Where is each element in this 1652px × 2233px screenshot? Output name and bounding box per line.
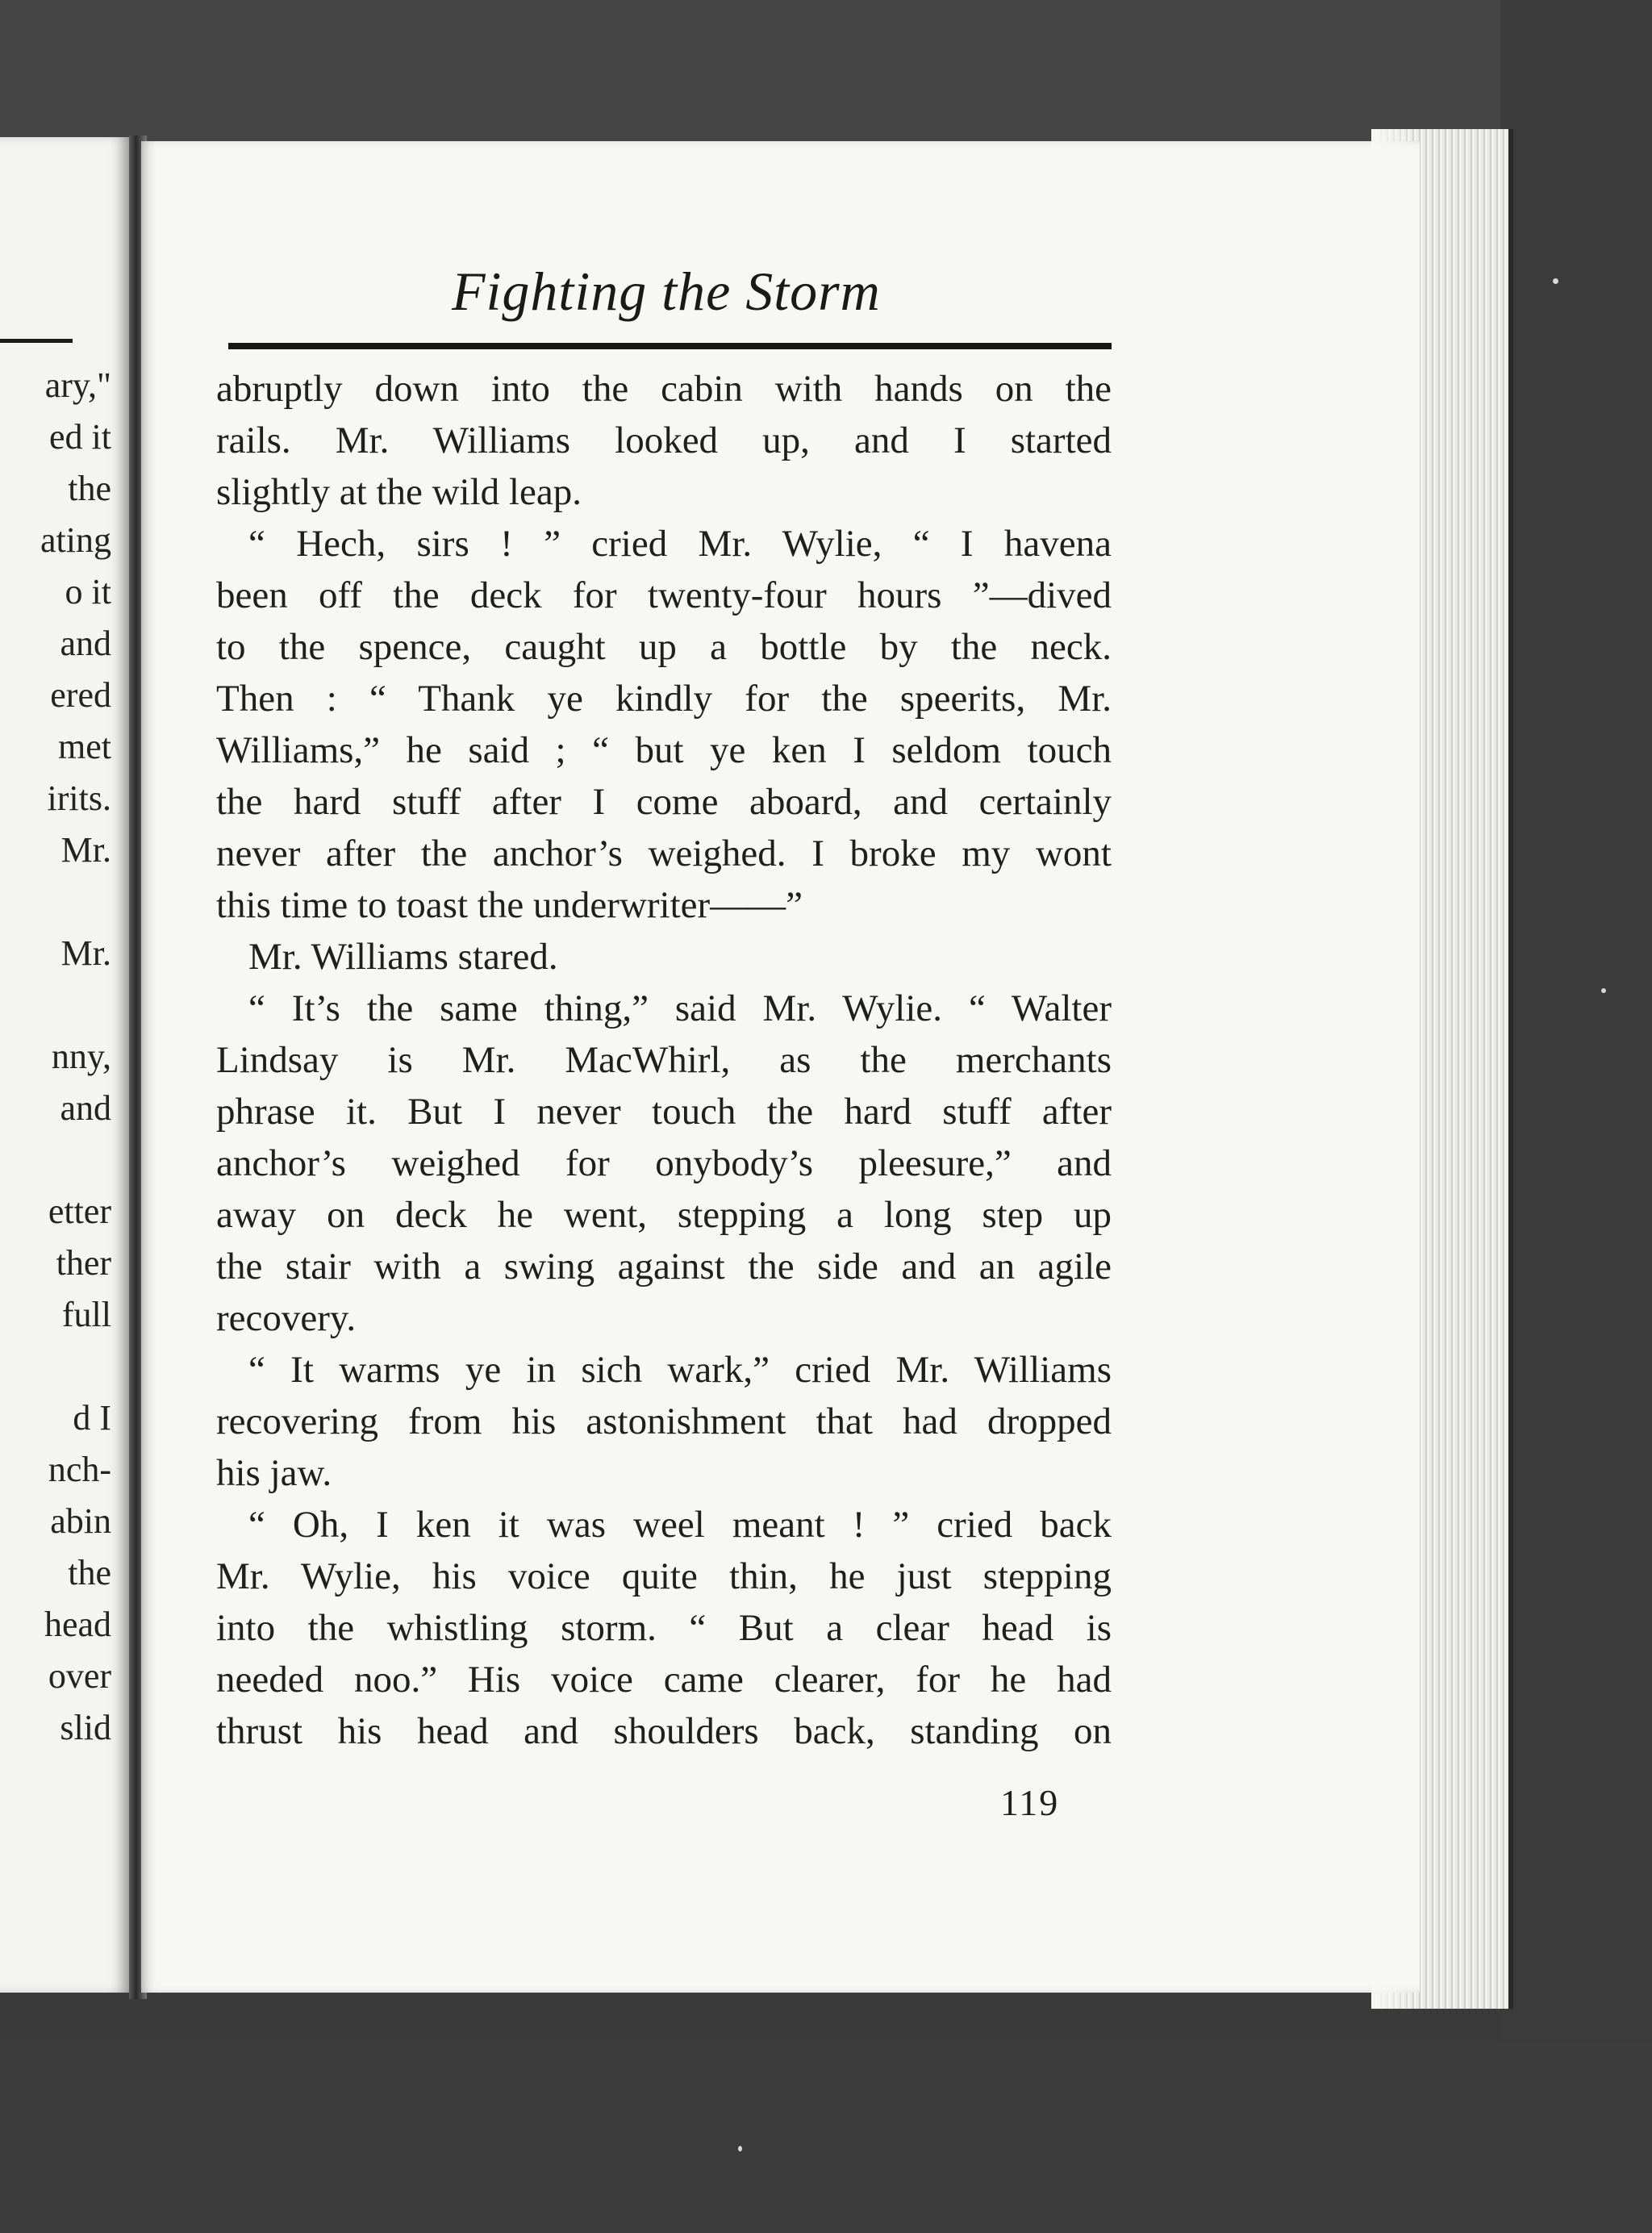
text-line: recovery. bbox=[216, 1297, 357, 1339]
previous-page-line-fragment: ed it bbox=[49, 417, 111, 457]
text-line: “ It warms ye in sich wark,” cried Mr. Williams bbox=[248, 1349, 1112, 1391]
running-head: Fighting the Storm bbox=[452, 261, 881, 322]
text-line: this time to toast the underwriter——” bbox=[216, 884, 803, 926]
previous-page-line-fragment: abin bbox=[50, 1501, 111, 1541]
previous-page-line-fragment: Mr. bbox=[60, 933, 111, 973]
text-line: needed noo.” His voice came clearer, for he had bbox=[216, 1659, 1112, 1701]
text-line: phrase it. But I never touch the hard stuff after bbox=[216, 1091, 1112, 1133]
body-text bbox=[216, 363, 1112, 1757]
previous-page-line-fragment: and bbox=[60, 624, 111, 663]
text-line: thrust his head and shoulders back, standing on bbox=[216, 1710, 1112, 1752]
dust-speck bbox=[738, 2146, 742, 2152]
text-line: Mr. Wylie, his voice quite thin, he just stepping bbox=[216, 1555, 1112, 1597]
previous-page-line-fragment: full bbox=[61, 1295, 111, 1334]
text-line: to the spence, caught up a bottle by the neck. bbox=[216, 626, 1112, 668]
text-line: abruptly down into the cabin with hands on the bbox=[216, 368, 1112, 410]
previous-page bbox=[0, 137, 129, 1993]
previous-page-line-fragment: head bbox=[44, 1605, 111, 1644]
text-line: his jaw. bbox=[216, 1452, 332, 1494]
text-line: the hard stuff after I come aboard, and certainly bbox=[216, 781, 1112, 823]
text-line: “ Hech, sirs ! ” cried Mr. Wylie, “ I havena bbox=[248, 523, 1112, 565]
previous-page-line-fragment: the bbox=[68, 469, 111, 508]
previous-page-line-fragment: nch- bbox=[48, 1450, 111, 1489]
dust-speck bbox=[1601, 988, 1606, 993]
page-edges-shade bbox=[1371, 129, 1420, 2009]
text-line: rails. Mr. Williams looked up, and I started bbox=[216, 419, 1112, 461]
previous-page-head-rule bbox=[0, 339, 73, 343]
text-line: anchor’s weighed for onybody’s pleesure,” and bbox=[216, 1142, 1112, 1184]
text-line: Then : “ Thank ye kindly for the speerits, Mr. bbox=[216, 678, 1112, 720]
previous-page-line-fragment: ating bbox=[40, 520, 111, 560]
previous-page-line-fragment: and bbox=[60, 1088, 111, 1128]
previous-page-line-fragment: nny, bbox=[51, 1037, 111, 1076]
text-line: Williams,” he said ; “ but ye ken I seldom touch bbox=[216, 729, 1112, 771]
previous-page-line-fragment: the bbox=[68, 1553, 111, 1592]
text-line: “ It’s the same thing,” said Mr. Wylie. “ Walter bbox=[248, 987, 1112, 1029]
previous-page-line-fragment: o it bbox=[65, 572, 111, 611]
text-line: away on deck he went, stepping a long step up bbox=[216, 1194, 1112, 1236]
previous-page-line-fragment: slid bbox=[60, 1708, 111, 1747]
background-right bbox=[1500, 0, 1652, 2233]
text-line: into the whistling storm. “ But a clear head is bbox=[216, 1607, 1112, 1649]
text-line: Lindsay is Mr. MacWhirl, as the merchants bbox=[216, 1039, 1112, 1081]
previous-page-line-fragment: over bbox=[48, 1656, 111, 1696]
previous-page-line-fragment: met bbox=[58, 727, 111, 766]
previous-page-line-fragment: irits. bbox=[47, 778, 111, 818]
previous-page-line-fragment: etter bbox=[48, 1192, 111, 1231]
text-line: slightly at the wild leap. bbox=[216, 471, 582, 513]
previous-page-line-fragment: Mr. bbox=[60, 830, 111, 870]
dust-speck bbox=[1553, 278, 1558, 284]
previous-page-line-fragment: ther bbox=[56, 1243, 111, 1283]
text-line: “ Oh, I ken it was weel meant ! ” cried back bbox=[248, 1504, 1112, 1546]
text-line: recovering from his astonishment that had dropped bbox=[216, 1400, 1112, 1442]
text-line: Mr. Williams stared. bbox=[248, 936, 558, 978]
text-line: the stair with a swing against the side and an agile bbox=[216, 1246, 1112, 1288]
page-number: 119 bbox=[1000, 1782, 1060, 1823]
previous-page-line-fragment: d I bbox=[73, 1398, 111, 1438]
background-bottom bbox=[0, 2041, 1652, 2233]
previous-page-line-fragment: ary," bbox=[44, 365, 111, 405]
running-head-rule bbox=[228, 343, 1112, 349]
text-line: never after the anchor’s weighed. I broke my wont bbox=[216, 833, 1112, 874]
text-line: been off the deck for twenty-four hours ”—dived bbox=[216, 574, 1112, 616]
previous-page-line-fragment: ered bbox=[50, 675, 111, 715]
